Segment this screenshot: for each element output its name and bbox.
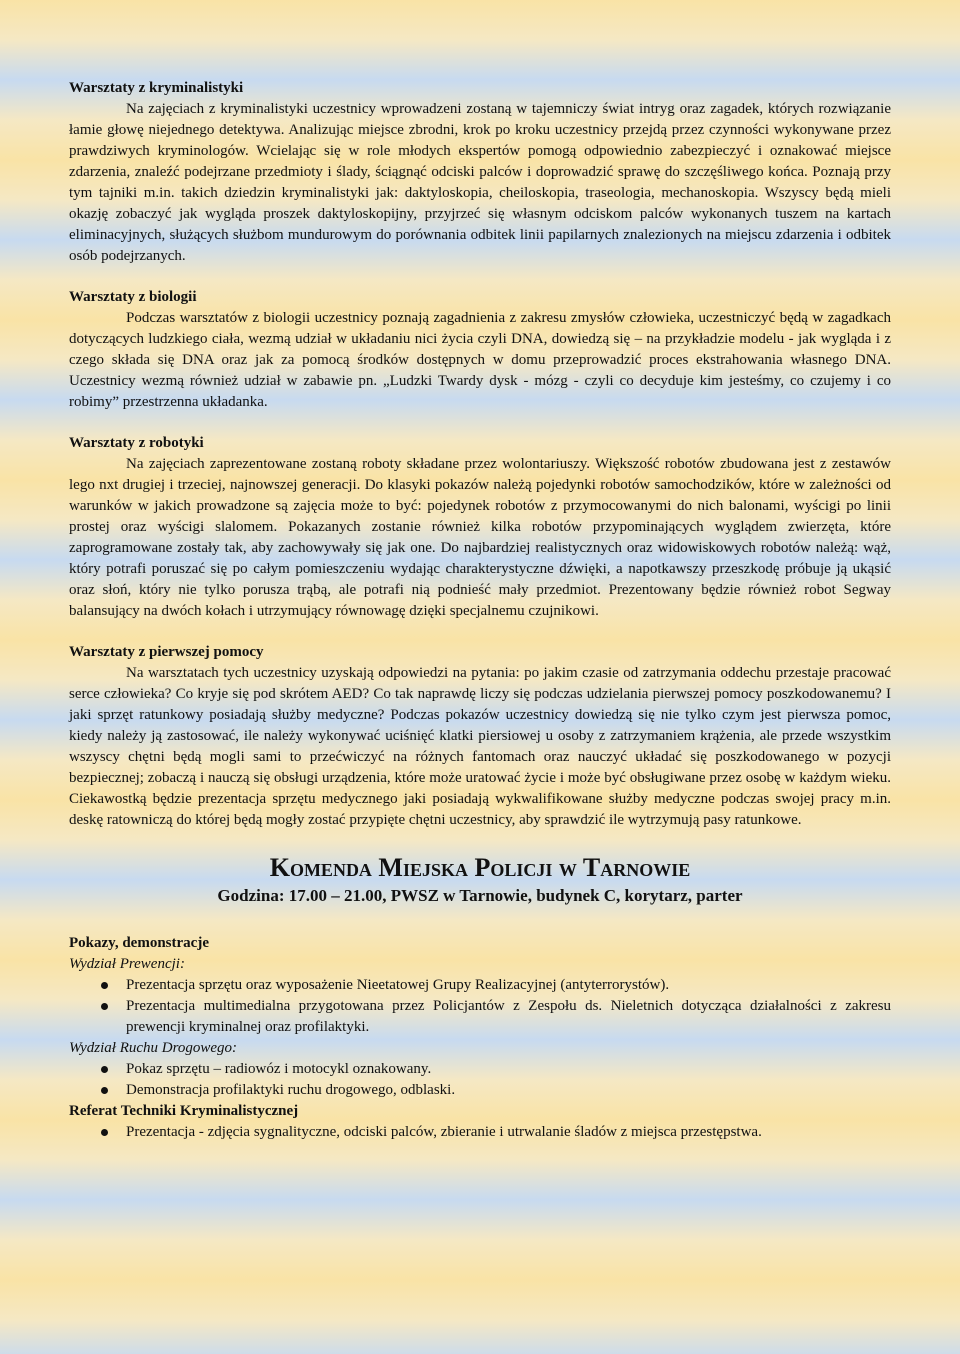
document-page [69, 78, 891, 1143]
referat-heading: Referat Techniki Kryminalistycznej [69, 1103, 299, 1119]
section-heading: Warsztaty z kryminalistyki [69, 80, 244, 96]
bullet-icon [101, 1129, 108, 1136]
section-text: Na zajęciach zaprezentowane zostaną roboty składane przez wolontariuszy. Większość robotów zbudowana jest z zestawów lego nxt drugiej i trzeciej, najnowszej generacji. Do klasyki pokazów należą pojedynki robotów samochodzików, które w zależności od warunków w jakich prowadzone są zajęcia może to być: pojedynek robotów z przymocowanymi do nich balonami, wyścigi po linii prostej oraz wyścigi slalomem. Pokazanych zostanie również kilka robotów przypominających wyglądem zwierzęta, które zaprogramowane zostały tak, aby zachowywały się jak one. Do najbardziej realistycznych oraz widowiskowych robotów należą: wąż, który potrafi poruszać się po całym pomieszczeniu wydając charakterystyczne dźwięki, a napotkawszy przeszkodę próbuje ją ukąsić oraz słoń, który nie tylko porusza trąbą, ale potrafi nią podnieść mały przedmiot. Prezentowany będzie również robot Segway balansujący na dwóch kołach i utrzymujący równowagę dzięki specjalnemu czujnikowi. [69, 456, 891, 619]
ruch-drogowy-heading: Wydział Ruchu Drogowego: [69, 1040, 238, 1056]
bullet-icon [101, 982, 108, 989]
list-item: Pokaz sprzętu – radiowóz i motocykl oznakowany. [69, 1059, 891, 1080]
list-item: Prezentacja sprzętu oraz wyposażenie Nieetatowej Grupy Realizacyjnej (antyterrorystów). [69, 975, 891, 996]
section-text: Podczas warsztatów z biologii uczestnicy poznają zagadnienia z zakresu zmysłów człowieka, uczestniczyć będą w zagadkach dotyczących ludzkiego ciała, wezmą udział w układaniu nici życia czyli DNA, dowiedzą się – na przykładzie modelu - jak wygląda i z czego składa się DNA oraz jak za pomocą środków dostępnych w domu przeprowadzić proces ekstrahowania własnego DNA. Uczestnicy wezmą również udział w zabawie pn. „Ludzki Twardy dysk - mózg - czyli co decyduje kim jesteśmy, co czujemy i co robimy” przestrzenna układanka. [69, 310, 891, 410]
section-heading: Warsztaty z pierwszej pomocy [69, 644, 264, 660]
referat-list [69, 1122, 891, 1143]
section-heading: Warsztaty z biologii [69, 289, 197, 305]
section-pierwsza-pomoc [69, 642, 891, 831]
bullet-icon [101, 1087, 108, 1094]
prewencja-heading: Wydział Prewencji: [69, 956, 185, 972]
section-kryminalistyka [69, 78, 891, 267]
bullet-icon [101, 1066, 108, 1073]
section-biologia [69, 287, 891, 413]
bullet-icon [101, 1003, 108, 1010]
section-heading: Warsztaty z robotyki [69, 435, 204, 451]
pokazy-heading: Pokazy, demonstracje [69, 935, 209, 951]
section-text: Na warsztatach tych uczestnicy uzyskają odpowiedzi na pytania: po jakim czasie od zatrzymania oddechu przestaje pracować serce człowieka? Co kryje się pod skrótem AED? Co tak naprawdę liczy się podczas udzielania pierwszej pomocy poszkodowanemu? I jaki sprzęt ratunkowy posiadają służby medyczne? Podczas pokazów uczestnicy dowiedzą się nie tylko czym jest pierwsza pomoc, kiedy należy ją zastosować, ile należy wykonywać uciśnięć klatki piersiowej u osoby z zatrzymaniem krążenia, ale przede wszystkim wszyscy chętni będą mogli sami to przećwiczyć na różnych fantomach oraz nauczyć układać się poszkodowanego w pozycji bezpiecznej; zobaczą i nauczą się obsługi urządzenia, które może uratować życie i może być obsługiwane przez osobę w każdym wieku. Ciekawostką będzie prezentacja sprzętu medycznego jaki posiadają wykwalifikowane służby medyczne podczas swojej pracy m.in. deskę ratowniczą do której będą mogły zostać przypięte chętni uczestnicy, aby sprawdzić ile wytrzymują pasy ratunkowe. [69, 665, 891, 828]
section-robotyka [69, 433, 891, 622]
komenda-subtitle: Godzina: 17.00 – 21.00, PWSZ w Tarnowie, budynek C, korytarz, parter [217, 886, 743, 905]
ruch-drogowy-list [69, 1059, 891, 1101]
section-text: Na zajęciach z kryminalistyki uczestnicy wprowadzeni zostaną w tajemniczy świat intryg oraz zagadek, których rozwiązanie łamie głowę niejednego detektywa. Analizując miejsce zbrodni, krok po kroku uczestnicy przejdą przez czynności wykonywane przez prawdziwych kryminologów. Wcielając się w role młodych ekspertów pomogą odpowiednio zabezpieczyć i oznakować miejsce zdarzenia, znaleźć podejrzane przedmioty i ślady, ściągnąć odciski palców i doprowadzić sprawę do szczęśliwego końca. Poznają przy tym tajniki m.in. takich dziedzin kryminalistyki jak: daktyloskopia, cheiloskopia, traseologia, mechanoskopia. Wszyscy będą mieli okazję zobaczyć jak wygląda proszek daktyloskopijny, przyjrzeć się własnym odciskom palców wykonanych tuszem na kartach eliminacyjnych, służących służbom mundurowym do porównania odbitek linii papilarnych znalezionych na miejscu zdarzenia i odbitek osób podejrzanych. [69, 101, 891, 264]
list-item: Demonstracja profilaktyki ruchu drogowego, odblaski. [69, 1080, 891, 1101]
list-item: Prezentacja multimedialna przygotowana przez Policjantów z Zespołu ds. Nieletnich dotycząca działalności z zakresu prewencji kryminalnej oraz profilaktyki. [69, 996, 891, 1038]
komenda-title: Komenda Miejska Policji w Tarnowie [269, 853, 691, 882]
prewencja-list [69, 975, 891, 1038]
list-item: Prezentacja - zdjęcia sygnalityczne, odciski palców, zbieranie i utrwalanie śladów z miejsca przestępstwa. [69, 1122, 891, 1143]
